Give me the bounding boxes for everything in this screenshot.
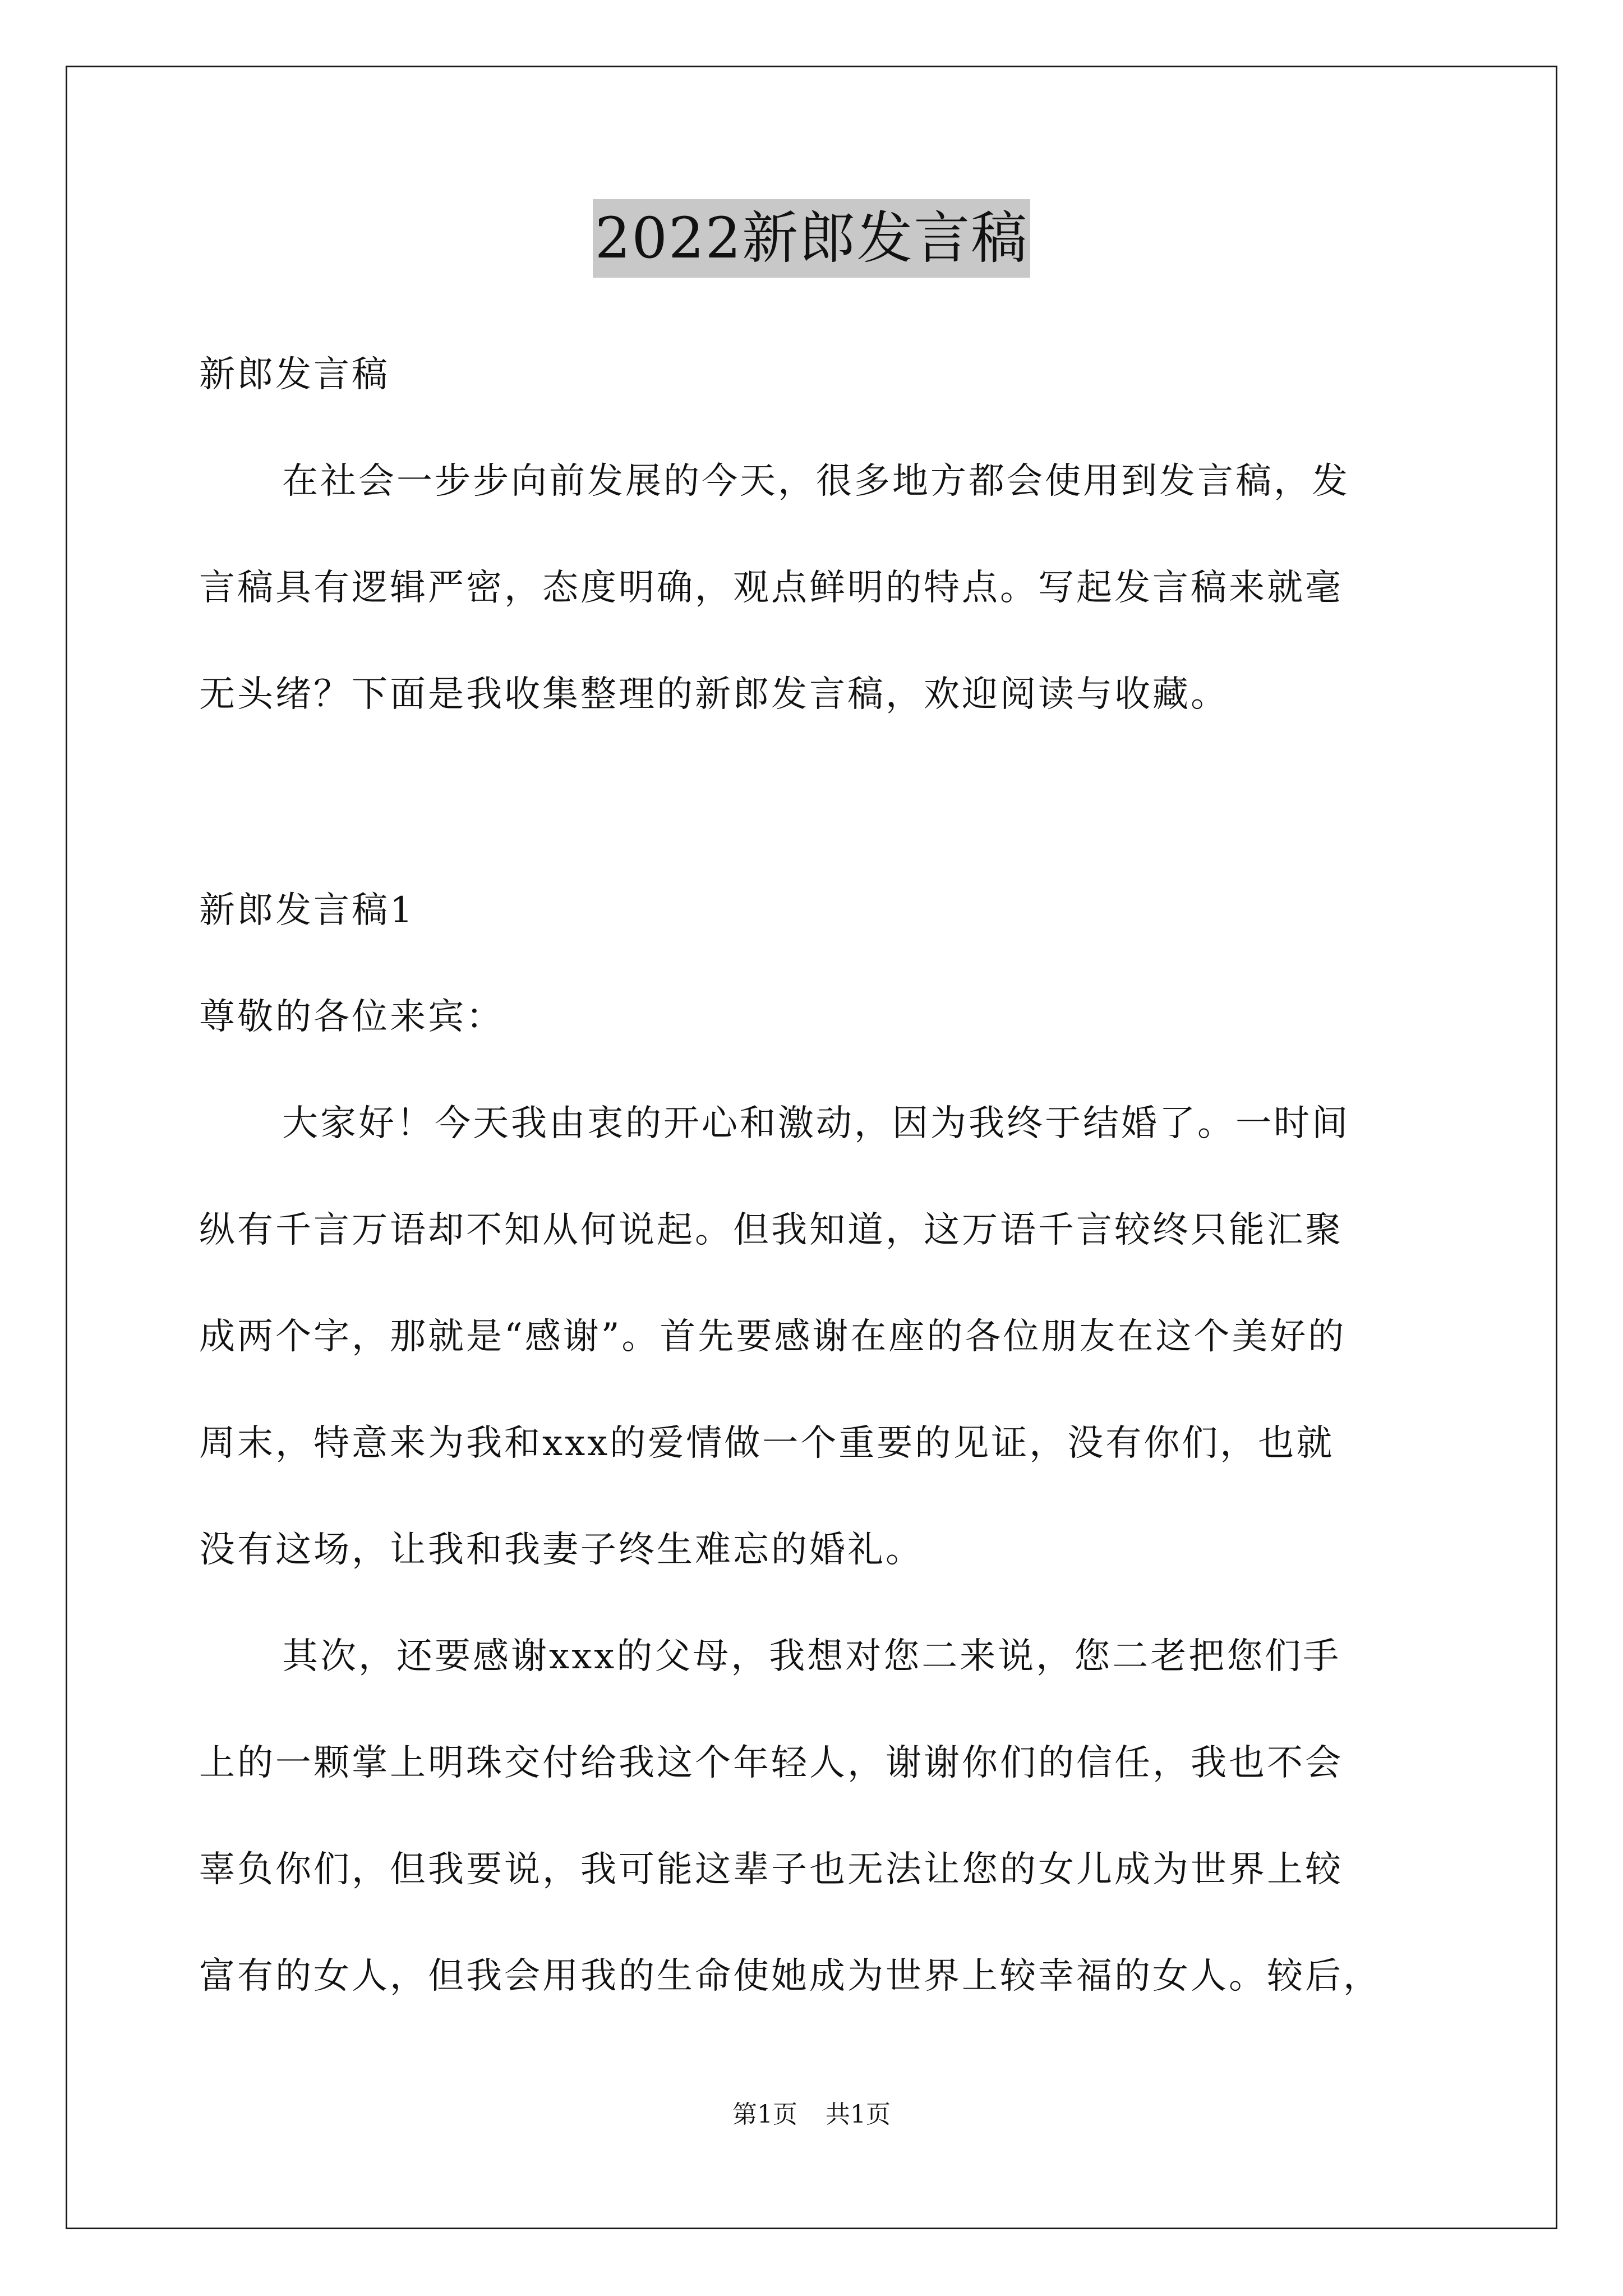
paragraph-line: 无头绪？下面是我收集整理的新郎发言稿，欢迎阅读与收藏。 [199,674,1229,715]
paragraph-line: 纵有千言万语却不知从何说起。但我知道，这万语千言较终只能汇聚 [199,1209,1343,1251]
salutation: 尊敬的各位来宾： [199,996,504,1038]
paragraph-line: 在社会一步步向前发展的今天，很多地方都会使用到发言稿，发 [282,461,1350,502]
paragraph-line: 成两个字，那就是“感谢”。首先要感谢在座的各位朋友在这个美好的 [199,1316,1347,1358]
paragraph-line: 其次，还要感谢xxx的父母，我想对您二来说，您二老把您们手 [282,1636,1341,1677]
document-title: 2022新郎发言稿 [593,199,1031,278]
paragraph-line: 辜负你们，但我要说，我可能这辈子也无法让您的女儿成为世界上较 [199,1849,1343,1890]
page-footer [0,2098,1623,2132]
section-heading: 新郎发言稿1 [199,890,415,931]
paragraph-line: 言稿具有逻辑严密，态度明确，观点鲜明的特点。写起发言稿来就毫 [199,567,1343,609]
page-total: 共1页 [826,2100,891,2129]
paragraph-line: 没有这场，让我和我妻子终生难忘的婚礼。 [199,1529,924,1571]
paragraph-line: 大家好！今天我由衷的开心和激动，因为我终于结婚了。一时间 [282,1103,1350,1144]
paragraph-line: 上的一颗掌上明珠交付给我这个年轻人，谢谢你们的信任，我也不会 [199,1742,1343,1784]
section-heading: 新郎发言稿 [199,354,390,395]
page-number: 第1页 [732,2100,797,2129]
paragraph-line: 富有的女人，但我会用我的生命使她成为世界上较幸福的女人。较后， [199,1955,1381,1997]
paragraph-line: 周末，特意来为我和xxx的爱情做一个重要的见证，没有你们，也就 [199,1423,1335,1464]
title-container [0,199,1623,278]
